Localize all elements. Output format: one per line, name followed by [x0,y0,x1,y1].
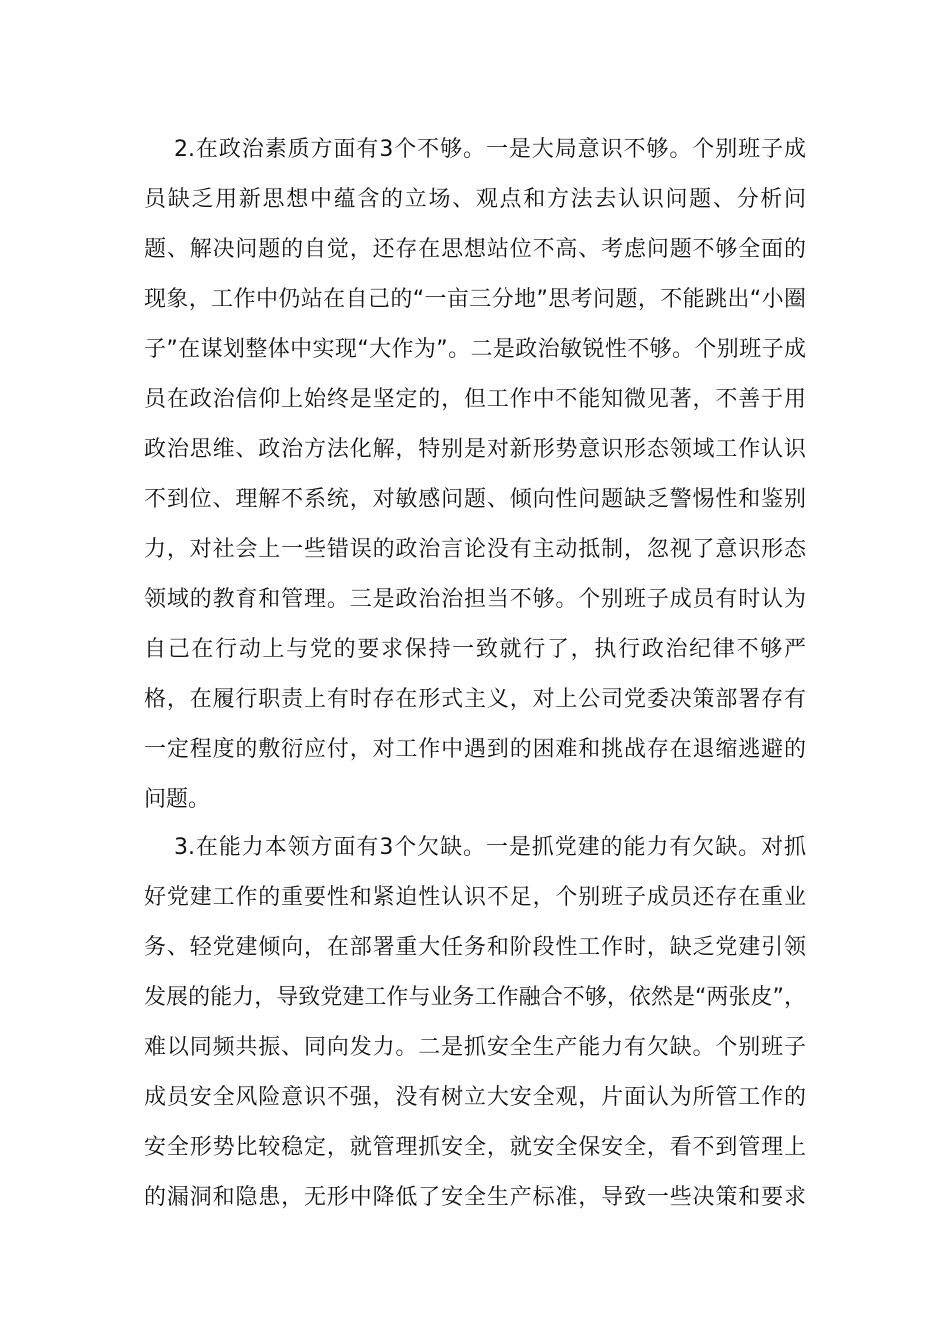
text-line: 力，对社会上一些错误的政治言论没有主动抵制，忽视了意识形态 [144,537,806,562]
text-line: 一定程度的敷衍应付，对工作中遇到的困难和挑战存在退缩逃避的 [144,737,806,762]
text-line: 发展的能力，导致党建工作与业务工作融合不够，依然是“两张皮”， [144,985,806,1010]
text-line: 难以同频共振、同向发力。二是抓安全生产能力有欠缺。个别班子 [144,1035,806,1060]
text-line: 2.在政治素质方面有3个不够。一是大局意识不够。个别班子成 [174,137,806,162]
text-line: 3.在能力本领方面有3个欠缺。一是抓党建的能力有欠缺。对抓 [174,835,806,860]
text-line: 问题。 [144,787,211,812]
text-line: 不到位、理解不系统，对敏感问题、倾向性问题缺乏警惕性和鉴别 [144,487,806,512]
text-line: 自己在行动上与党的要求保持一致就行了，执行政治纪律不够严 [144,637,806,662]
text-line: 员缺乏用新思想中蕴含的立场、观点和方法去认识问题、分析问 [144,187,806,212]
text-line: 员在政治信仰上始终是坚定的，但工作中不能知微见著，不善于用 [144,387,806,412]
text-line: 子”在谋划整体中实现“大作为”。二是政治敏锐性不够。个别班子成 [144,337,806,362]
text-line: 好党建工作的重要性和紧迫性认识不足，个别班子成员还存在重业 [144,885,806,910]
text-line: 的漏洞和隐患，无形中降低了安全生产标准，导致一些决策和要求 [144,1185,806,1210]
text-line: 务、轻党建倾向，在部署重大任务和阶段性工作时，缺乏党建引领 [144,935,806,960]
text-line: 成员安全风险意识不强，没有树立大安全观，片面认为所管工作的 [144,1085,806,1110]
text-line: 题、解决问题的自觉，还存在思想站位不高、考虑问题不够全面的 [144,237,806,262]
text-line: 领域的教育和管理。三是政治治担当不够。个别班子成员有时认为 [144,587,806,612]
text-line: 政治思维、政治方法化解，特别是对新形势意识形态领域工作认识 [144,437,806,462]
text-line: 现象，工作中仍站在自己的“一亩三分地”思考问题，不能跳出“小圈 [144,287,806,312]
text-line: 安全形势比较稳定，就管理抓安全，就安全保安全，看不到管理上 [144,1135,806,1160]
text-line: 格，在履行职责上有时存在形式主义，对上公司党委决策部署存有 [144,687,806,712]
